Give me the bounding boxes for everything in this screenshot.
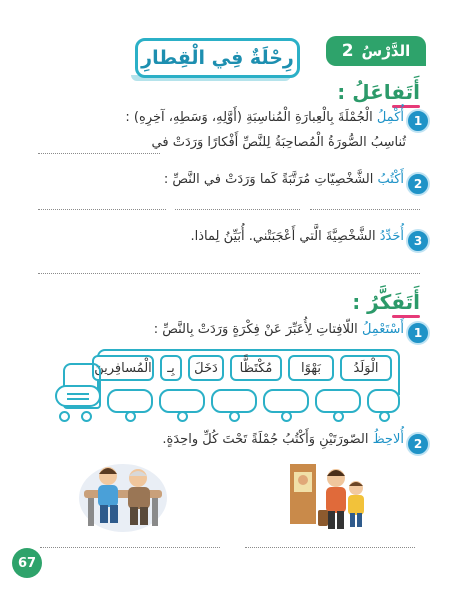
- train-wheel: [125, 411, 136, 422]
- lesson-number: 2: [341, 41, 354, 61]
- train-wheel: [281, 411, 292, 422]
- question-keyword: أُحَدِّدُ: [379, 229, 404, 244]
- word-card[interactable]: الْوَلَدُ: [340, 355, 392, 381]
- train-wheel: [333, 411, 344, 422]
- answer-line[interactable]: [38, 208, 166, 210]
- answer-slot[interactable]: [211, 389, 257, 413]
- answer-line[interactable]: [38, 152, 160, 154]
- train-front: [55, 385, 101, 407]
- heading-underline: [392, 315, 420, 318]
- question-keyword: أُكْمِلُ: [376, 110, 404, 125]
- question-instruction: الْجُمْلَةَ بِالْعِبارَةِ الْمُناسِبَةِ (أَوَّلِهِ، وَسَطِهِ، آخِرِهِ) :: [125, 110, 373, 125]
- train-wheel: [379, 411, 390, 422]
- question-4-text: [154, 322, 404, 337]
- question-instruction: الشَّخْصِيَّةَ الَّتي أَعْجَبَتْني. أُبَيِّنُ لِماذا.: [190, 229, 376, 244]
- answer-slot[interactable]: [367, 389, 400, 413]
- lesson-title: رِحْلَةٌ فِي الْقِطارِ: [135, 38, 300, 78]
- illustration-passengers-bench: [78, 460, 168, 532]
- question-number-badge: 1: [406, 109, 430, 133]
- question-number-badge: 3: [406, 229, 430, 253]
- question-3-text: [190, 229, 404, 244]
- answer-slot[interactable]: [159, 389, 205, 413]
- word-card[interactable]: بِـ: [160, 355, 182, 381]
- question-keyword: أُلاحِظُ: [372, 432, 404, 447]
- question-instruction: الصّورَتَيْنِ وَأَكْتُبُ جُمْلَةً تَحْتَ كُلِّ واحِدَةٍ.: [162, 432, 369, 447]
- question-keyword: أَكْتُبُ: [377, 172, 404, 187]
- section-heading-text: أَتَفاعَلُ :: [337, 80, 420, 104]
- question-2-text: [164, 172, 404, 187]
- word-card[interactable]: بَهْوًا: [288, 355, 334, 381]
- answer-line[interactable]: [38, 272, 420, 274]
- question-keyword: أَسْتَعْمِلُ: [361, 322, 404, 337]
- train-exercise: [55, 345, 400, 435]
- question-instruction: الشَّخْصِيّاتِ مُرَتَّبَةً كَما وَرَدَتْ في النَّصِّ :: [163, 172, 374, 187]
- answer-slot[interactable]: [263, 389, 309, 413]
- train-wheel: [59, 411, 70, 422]
- train-wheel: [177, 411, 188, 422]
- page-number: 67: [12, 548, 42, 578]
- section-heading-text: أَتَفَكَّرُ :: [352, 290, 420, 314]
- lesson-label: الدَّرْسُ: [361, 42, 411, 60]
- illustration-ticket-window: [290, 458, 370, 534]
- question-1-sentence: تُناسِبُ الصُّورَةُ الْمُصاحِبَةُ لِلنَّصِّ أَفْكارًا وَرَدَتْ في: [151, 135, 406, 150]
- heading-underline: [392, 105, 420, 108]
- question-number-badge: 2: [406, 172, 430, 196]
- question-1-text: [125, 110, 404, 125]
- answer-line[interactable]: [245, 546, 415, 548]
- train-wheel: [229, 411, 240, 422]
- word-card[interactable]: دَخَلَ: [188, 355, 224, 381]
- word-card[interactable]: الْمُسافِرينَ: [92, 355, 154, 381]
- lesson-tag: [326, 36, 426, 66]
- section-heading-interact: [337, 80, 420, 108]
- answer-slot[interactable]: [107, 389, 153, 413]
- question-5-text: [162, 432, 404, 447]
- question-number-badge: 2: [406, 432, 430, 456]
- section-heading-think: [352, 290, 420, 318]
- answer-line[interactable]: [40, 546, 220, 548]
- answer-line[interactable]: [175, 208, 300, 210]
- question-instruction: اللّافِتاتِ لِأُعَبِّرَ عَنْ فِكْرَةٍ وَرَدَتْ بِالنَّصِّ :: [153, 322, 358, 337]
- answer-line[interactable]: [310, 208, 420, 210]
- answer-slot[interactable]: [315, 389, 361, 413]
- train-wheel: [81, 411, 92, 422]
- question-number-badge: 1: [406, 321, 430, 345]
- word-card[interactable]: مُكْتَظًّا: [230, 355, 282, 381]
